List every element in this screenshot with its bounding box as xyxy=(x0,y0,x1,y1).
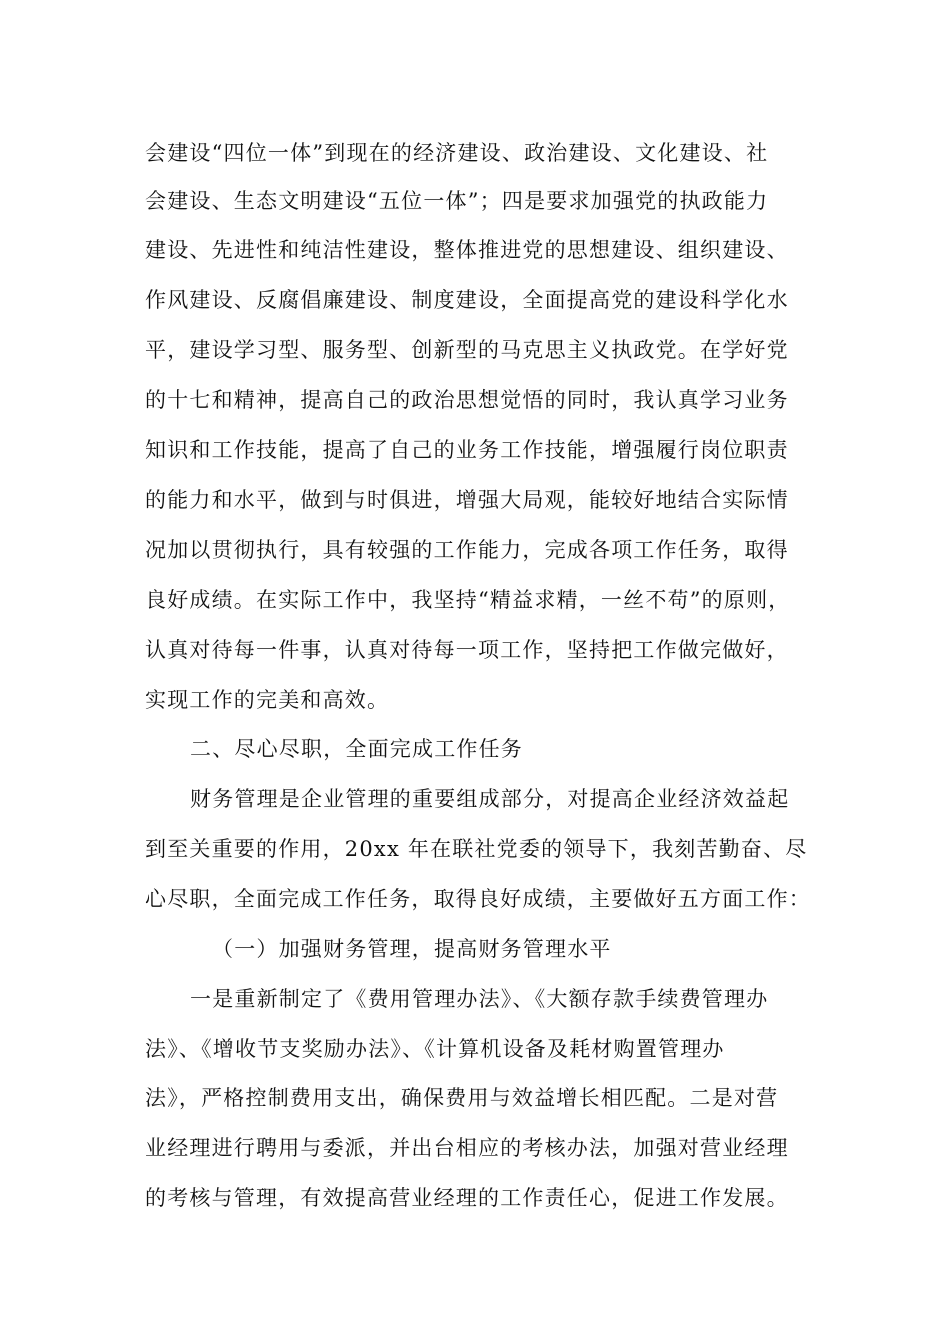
section-heading: 二、尽心尽职，全面完成工作任务 xyxy=(190,737,523,761)
text-line: 况加以贯彻执行，具有较强的工作能力，完成各项工作任务，取得 xyxy=(145,538,789,562)
text-line: 平，建设学习型、服务型、创新型的马克思主义执政党。在学好党 xyxy=(145,338,789,362)
text-line: 的十七和精神，提高自己的政治思想觉悟的同时，我认真学习业务 xyxy=(145,388,789,412)
text-line: 法》、《增收节支奖励办法》、《计算机设备及耗材购置管理办 xyxy=(145,1037,725,1061)
text-line: 会建设“四位一体”到现在的经济建设、政治建设、文化建设、社 xyxy=(145,141,769,165)
text-line: 认真对待每一件事，认真对待每一项工作，坚持把工作做完做好， xyxy=(145,638,789,662)
text-line: 良好成绩。在实际工作中，我坚持“精益求精，一丝不苟”的原则， xyxy=(145,588,791,612)
text-line: 心尽职，全面完成工作任务，取得良好成绩，主要做好五方面工作： xyxy=(145,887,811,911)
text-line: 知识和工作技能，提高了自己的业务工作技能，增强履行岗位职责 xyxy=(145,438,789,462)
text-line: 到至关重要的作用，20xx 年在联社党委的领导下，我刻苦勤奋、尽 xyxy=(145,837,808,861)
text-line: 实现工作的完美和高效。 xyxy=(145,688,390,712)
text-line: 业经理进行聘用与委派，并出台相应的考核办法，加强对营业经理 xyxy=(145,1136,789,1160)
text-line: 财务管理是企业管理的重要组成部分，对提高企业经济效益起 xyxy=(190,787,790,811)
text-line: 的考核与管理，有效提高营业经理的工作责任心，促进工作发展。 xyxy=(145,1186,789,1210)
text-line: 会建设、生态文明建设“五位一体”；四是要求加强党的执政能力 xyxy=(145,189,769,213)
text-line: 的能力和水平，做到与时俱进，增强大局观，能较好地结合实际情 xyxy=(145,488,789,512)
text-line: 一是重新制定了《费用管理办法》、《大额存款手续费管理办 xyxy=(190,987,769,1011)
text-line: 法》，严格控制费用支出，确保费用与效益增长相匹配。二是对营 xyxy=(145,1086,779,1110)
text-line: 作风建设、反腐倡廉建设、制度建设，全面提高党的建设科学化水 xyxy=(145,288,789,312)
text-line: 建设、先进性和纯洁性建设，整体推进党的思想建设、组织建设、 xyxy=(145,238,789,262)
subsection-heading: （一）加强财务管理，提高财务管理水平 xyxy=(212,937,612,961)
